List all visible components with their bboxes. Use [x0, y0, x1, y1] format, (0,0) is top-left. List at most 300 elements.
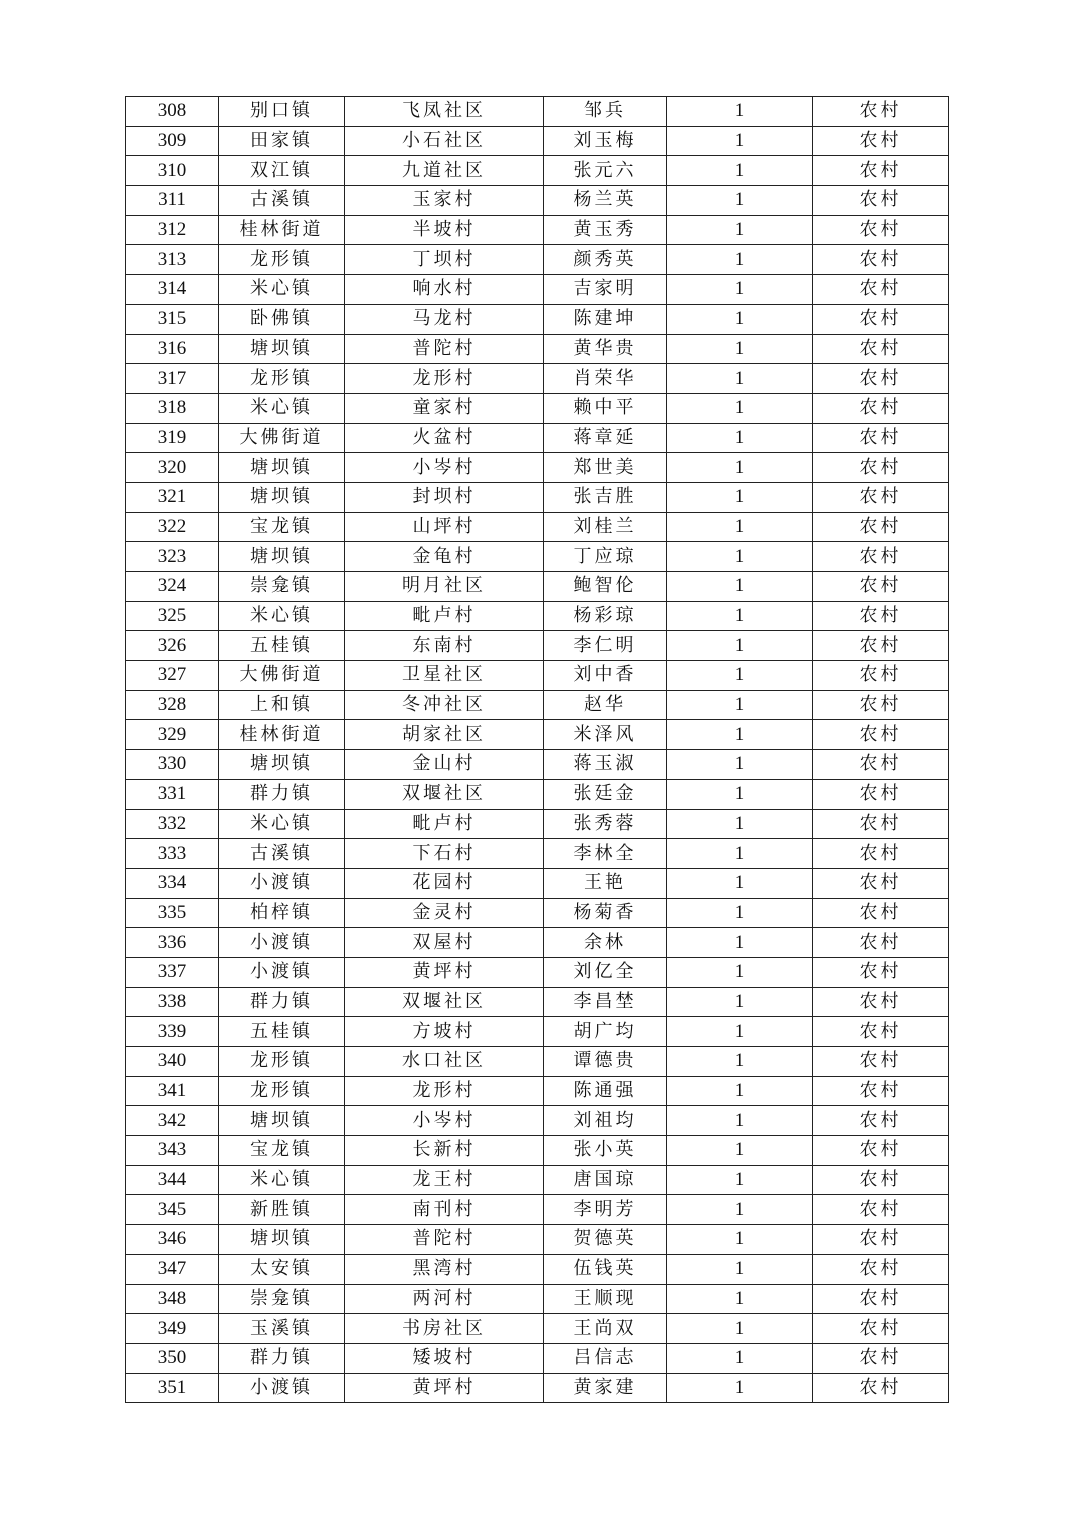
- village-cell: 双堰社区: [345, 987, 544, 1017]
- category-cell: 农村: [813, 928, 949, 958]
- name-cell: 刘玉梅: [544, 126, 667, 156]
- count-cell: 1: [667, 957, 813, 987]
- row-number-cell: 336: [126, 928, 219, 958]
- village-cell: 南刊村: [345, 1195, 544, 1225]
- table-row: [126, 275, 949, 305]
- row-number-cell: 313: [126, 245, 219, 275]
- name-cell: 邹兵: [544, 97, 667, 127]
- category-cell: 农村: [813, 1106, 949, 1136]
- town-cell: 上和镇: [219, 690, 345, 720]
- category-cell: 农村: [813, 423, 949, 453]
- row-number-cell: 347: [126, 1254, 219, 1284]
- town-cell: 群力镇: [219, 1343, 345, 1373]
- row-number-cell: 348: [126, 1284, 219, 1314]
- town-cell: 古溪镇: [219, 839, 345, 869]
- town-cell: 大佛街道: [219, 423, 345, 453]
- village-cell: 响水村: [345, 275, 544, 305]
- name-cell: 黄家建: [544, 1373, 667, 1403]
- category-cell: 农村: [813, 275, 949, 305]
- table-row: [126, 572, 949, 602]
- count-cell: 1: [667, 482, 813, 512]
- row-number-cell: 324: [126, 572, 219, 602]
- village-cell: 明月社区: [345, 572, 544, 602]
- town-cell: 宝龙镇: [219, 512, 345, 542]
- village-cell: 龙王村: [345, 1165, 544, 1195]
- town-cell: 柏梓镇: [219, 898, 345, 928]
- name-cell: 陈通强: [544, 1076, 667, 1106]
- count-cell: 1: [667, 126, 813, 156]
- table-row: [126, 779, 949, 809]
- table-row: [126, 898, 949, 928]
- name-cell: 张元六: [544, 156, 667, 186]
- name-cell: 谭德贵: [544, 1047, 667, 1077]
- table-row: [126, 245, 949, 275]
- table-row: [126, 1047, 949, 1077]
- village-cell: 童家村: [345, 393, 544, 423]
- row-number-cell: 340: [126, 1047, 219, 1077]
- category-cell: 农村: [813, 1284, 949, 1314]
- town-cell: 米心镇: [219, 275, 345, 305]
- row-number-cell: 350: [126, 1343, 219, 1373]
- count-cell: 1: [667, 1284, 813, 1314]
- row-number-cell: 320: [126, 453, 219, 483]
- name-cell: 胡广均: [544, 1017, 667, 1047]
- village-cell: 东南村: [345, 631, 544, 661]
- town-cell: 双江镇: [219, 156, 345, 186]
- row-number-cell: 330: [126, 750, 219, 780]
- table-row: [126, 1076, 949, 1106]
- roster-table-body: [126, 97, 949, 1403]
- row-number-cell: 326: [126, 631, 219, 661]
- table-row: [126, 1343, 949, 1373]
- category-cell: 农村: [813, 601, 949, 631]
- name-cell: 李林全: [544, 839, 667, 869]
- village-cell: 方坡村: [345, 1017, 544, 1047]
- name-cell: 王尚双: [544, 1314, 667, 1344]
- village-cell: 花园村: [345, 868, 544, 898]
- name-cell: 赵华: [544, 690, 667, 720]
- row-number-cell: 334: [126, 868, 219, 898]
- count-cell: 1: [667, 364, 813, 394]
- category-cell: 农村: [813, 661, 949, 691]
- table-row: [126, 720, 949, 750]
- village-cell: 冬冲社区: [345, 690, 544, 720]
- name-cell: 米泽风: [544, 720, 667, 750]
- table-row: [126, 839, 949, 869]
- table-row: [126, 809, 949, 839]
- row-number-cell: 315: [126, 304, 219, 334]
- row-number-cell: 323: [126, 542, 219, 572]
- count-cell: 1: [667, 720, 813, 750]
- town-cell: 五桂镇: [219, 631, 345, 661]
- category-cell: 农村: [813, 1343, 949, 1373]
- town-cell: 卧佛镇: [219, 304, 345, 334]
- village-cell: 双屋村: [345, 928, 544, 958]
- village-cell: 丁坝村: [345, 245, 544, 275]
- village-cell: 金龟村: [345, 542, 544, 572]
- count-cell: 1: [667, 898, 813, 928]
- row-number-cell: 341: [126, 1076, 219, 1106]
- count-cell: 1: [667, 186, 813, 216]
- table-row: [126, 542, 949, 572]
- town-cell: 五桂镇: [219, 1017, 345, 1047]
- name-cell: 李仁明: [544, 631, 667, 661]
- town-cell: 龙形镇: [219, 364, 345, 394]
- table-row: [126, 1136, 949, 1166]
- row-number-cell: 342: [126, 1106, 219, 1136]
- village-cell: 玉家村: [345, 186, 544, 216]
- count-cell: 1: [667, 215, 813, 245]
- count-cell: 1: [667, 750, 813, 780]
- village-cell: 黄坪村: [345, 1373, 544, 1403]
- table-row: [126, 928, 949, 958]
- village-cell: 两河村: [345, 1284, 544, 1314]
- category-cell: 农村: [813, 334, 949, 364]
- village-cell: 金灵村: [345, 898, 544, 928]
- name-cell: 蒋章延: [544, 423, 667, 453]
- table-row: [126, 690, 949, 720]
- category-cell: 农村: [813, 868, 949, 898]
- count-cell: 1: [667, 304, 813, 334]
- town-cell: 玉溪镇: [219, 1314, 345, 1344]
- name-cell: 张廷金: [544, 779, 667, 809]
- table-row: [126, 393, 949, 423]
- name-cell: 陈建坤: [544, 304, 667, 334]
- village-cell: 下石村: [345, 839, 544, 869]
- name-cell: 杨彩琼: [544, 601, 667, 631]
- town-cell: 小渡镇: [219, 957, 345, 987]
- name-cell: 蒋玉淑: [544, 750, 667, 780]
- category-cell: 农村: [813, 779, 949, 809]
- table-row: [126, 97, 949, 127]
- table-row: [126, 364, 949, 394]
- category-cell: 农村: [813, 898, 949, 928]
- count-cell: 1: [667, 1254, 813, 1284]
- row-number-cell: 309: [126, 126, 219, 156]
- village-cell: 小岑村: [345, 1106, 544, 1136]
- village-cell: 毗卢村: [345, 809, 544, 839]
- count-cell: 1: [667, 542, 813, 572]
- table-row: [126, 601, 949, 631]
- village-cell: 半坡村: [345, 215, 544, 245]
- name-cell: 贺德英: [544, 1225, 667, 1255]
- town-cell: 太安镇: [219, 1254, 345, 1284]
- name-cell: 王艳: [544, 868, 667, 898]
- count-cell: 1: [667, 661, 813, 691]
- village-cell: 长新村: [345, 1136, 544, 1166]
- row-number-cell: 343: [126, 1136, 219, 1166]
- category-cell: 农村: [813, 720, 949, 750]
- name-cell: 刘祖均: [544, 1106, 667, 1136]
- category-cell: 农村: [813, 1254, 949, 1284]
- town-cell: 小渡镇: [219, 868, 345, 898]
- town-cell: 小渡镇: [219, 928, 345, 958]
- village-cell: 普陀村: [345, 1225, 544, 1255]
- table-row: [126, 661, 949, 691]
- row-number-cell: 337: [126, 957, 219, 987]
- name-cell: 颜秀英: [544, 245, 667, 275]
- name-cell: 肖荣华: [544, 364, 667, 394]
- table-row: [126, 987, 949, 1017]
- category-cell: 农村: [813, 364, 949, 394]
- count-cell: 1: [667, 1136, 813, 1166]
- row-number-cell: 333: [126, 839, 219, 869]
- category-cell: 农村: [813, 1314, 949, 1344]
- town-cell: 宝龙镇: [219, 1136, 345, 1166]
- count-cell: 1: [667, 156, 813, 186]
- town-cell: 小渡镇: [219, 1373, 345, 1403]
- category-cell: 农村: [813, 1047, 949, 1077]
- name-cell: 余林: [544, 928, 667, 958]
- row-number-cell: 319: [126, 423, 219, 453]
- table-row: [126, 423, 949, 453]
- row-number-cell: 328: [126, 690, 219, 720]
- town-cell: 桂林街道: [219, 215, 345, 245]
- count-cell: 1: [667, 512, 813, 542]
- category-cell: 农村: [813, 156, 949, 186]
- category-cell: 农村: [813, 97, 949, 127]
- name-cell: 伍钱英: [544, 1254, 667, 1284]
- village-cell: 龙形村: [345, 364, 544, 394]
- town-cell: 别口镇: [219, 97, 345, 127]
- count-cell: 1: [667, 245, 813, 275]
- town-cell: 米心镇: [219, 601, 345, 631]
- village-cell: 山坪村: [345, 512, 544, 542]
- name-cell: 郑世美: [544, 453, 667, 483]
- town-cell: 群力镇: [219, 779, 345, 809]
- category-cell: 农村: [813, 126, 949, 156]
- village-cell: 小石社区: [345, 126, 544, 156]
- village-cell: 水口社区: [345, 1047, 544, 1077]
- town-cell: 龙形镇: [219, 1047, 345, 1077]
- count-cell: 1: [667, 690, 813, 720]
- count-cell: 1: [667, 423, 813, 453]
- count-cell: 1: [667, 1106, 813, 1136]
- category-cell: 农村: [813, 1195, 949, 1225]
- town-cell: 塘坝镇: [219, 482, 345, 512]
- row-number-cell: 332: [126, 809, 219, 839]
- count-cell: 1: [667, 393, 813, 423]
- category-cell: 农村: [813, 572, 949, 602]
- row-number-cell: 335: [126, 898, 219, 928]
- category-cell: 农村: [813, 1225, 949, 1255]
- town-cell: 塘坝镇: [219, 1225, 345, 1255]
- village-cell: 九道社区: [345, 156, 544, 186]
- name-cell: 李昌埜: [544, 987, 667, 1017]
- table-row: [126, 304, 949, 334]
- category-cell: 农村: [813, 542, 949, 572]
- category-cell: 农村: [813, 215, 949, 245]
- row-number-cell: 329: [126, 720, 219, 750]
- row-number-cell: 308: [126, 97, 219, 127]
- count-cell: 1: [667, 631, 813, 661]
- row-number-cell: 310: [126, 156, 219, 186]
- table-row: [126, 482, 949, 512]
- town-cell: 群力镇: [219, 987, 345, 1017]
- count-cell: 1: [667, 1195, 813, 1225]
- roster-table: [125, 96, 949, 1403]
- row-number-cell: 327: [126, 661, 219, 691]
- table-row: [126, 1254, 949, 1284]
- table-row: [126, 453, 949, 483]
- row-number-cell: 322: [126, 512, 219, 542]
- count-cell: 1: [667, 987, 813, 1017]
- village-cell: 双堰社区: [345, 779, 544, 809]
- name-cell: 张小英: [544, 1136, 667, 1166]
- town-cell: 米心镇: [219, 809, 345, 839]
- count-cell: 1: [667, 453, 813, 483]
- table-row: [126, 156, 949, 186]
- village-cell: 胡家社区: [345, 720, 544, 750]
- town-cell: 桂林街道: [219, 720, 345, 750]
- table-row: [126, 1165, 949, 1195]
- row-number-cell: 349: [126, 1314, 219, 1344]
- village-cell: 火盆村: [345, 423, 544, 453]
- row-number-cell: 318: [126, 393, 219, 423]
- name-cell: 杨兰英: [544, 186, 667, 216]
- table-row: [126, 1314, 949, 1344]
- category-cell: 农村: [813, 987, 949, 1017]
- row-number-cell: 316: [126, 334, 219, 364]
- count-cell: 1: [667, 1047, 813, 1077]
- count-cell: 1: [667, 1373, 813, 1403]
- table-row: [126, 215, 949, 245]
- category-cell: 农村: [813, 839, 949, 869]
- name-cell: 杨菊香: [544, 898, 667, 928]
- count-cell: 1: [667, 1017, 813, 1047]
- name-cell: 张秀蓉: [544, 809, 667, 839]
- town-cell: 塘坝镇: [219, 334, 345, 364]
- table-row: [126, 1284, 949, 1314]
- name-cell: 唐国琼: [544, 1165, 667, 1195]
- town-cell: 龙形镇: [219, 1076, 345, 1106]
- count-cell: 1: [667, 275, 813, 305]
- town-cell: 塘坝镇: [219, 542, 345, 572]
- name-cell: 吉家明: [544, 275, 667, 305]
- village-cell: 金山村: [345, 750, 544, 780]
- table-row: [126, 334, 949, 364]
- village-cell: 龙形村: [345, 1076, 544, 1106]
- row-number-cell: 345: [126, 1195, 219, 1225]
- name-cell: 刘桂兰: [544, 512, 667, 542]
- table-row: [126, 1373, 949, 1403]
- town-cell: 新胜镇: [219, 1195, 345, 1225]
- row-number-cell: 344: [126, 1165, 219, 1195]
- name-cell: 黄玉秀: [544, 215, 667, 245]
- row-number-cell: 351: [126, 1373, 219, 1403]
- table-row: [126, 1225, 949, 1255]
- category-cell: 农村: [813, 1017, 949, 1047]
- row-number-cell: 312: [126, 215, 219, 245]
- row-number-cell: 317: [126, 364, 219, 394]
- name-cell: 李明芳: [544, 1195, 667, 1225]
- table-row: [126, 1017, 949, 1047]
- row-number-cell: 339: [126, 1017, 219, 1047]
- village-cell: 封坝村: [345, 482, 544, 512]
- name-cell: 黄华贵: [544, 334, 667, 364]
- town-cell: 崇龛镇: [219, 1284, 345, 1314]
- town-cell: 大佛街道: [219, 661, 345, 691]
- count-cell: 1: [667, 868, 813, 898]
- village-cell: 马龙村: [345, 304, 544, 334]
- name-cell: 刘亿全: [544, 957, 667, 987]
- name-cell: 吕信志: [544, 1343, 667, 1373]
- name-cell: 鲍智伦: [544, 572, 667, 602]
- town-cell: 古溪镇: [219, 186, 345, 216]
- village-cell: 卫星社区: [345, 661, 544, 691]
- category-cell: 农村: [813, 304, 949, 334]
- count-cell: 1: [667, 839, 813, 869]
- category-cell: 农村: [813, 957, 949, 987]
- row-number-cell: 325: [126, 601, 219, 631]
- name-cell: 刘中香: [544, 661, 667, 691]
- table-row: [126, 957, 949, 987]
- category-cell: 农村: [813, 631, 949, 661]
- table-row: [126, 1195, 949, 1225]
- row-number-cell: 311: [126, 186, 219, 216]
- count-cell: 1: [667, 809, 813, 839]
- table-row: [126, 512, 949, 542]
- count-cell: 1: [667, 572, 813, 602]
- village-cell: 普陀村: [345, 334, 544, 364]
- category-cell: 农村: [813, 1165, 949, 1195]
- village-cell: 小岑村: [345, 453, 544, 483]
- row-number-cell: 321: [126, 482, 219, 512]
- count-cell: 1: [667, 1343, 813, 1373]
- town-cell: 塘坝镇: [219, 453, 345, 483]
- table-row: [126, 750, 949, 780]
- category-cell: 农村: [813, 809, 949, 839]
- town-cell: 米心镇: [219, 393, 345, 423]
- category-cell: 农村: [813, 1076, 949, 1106]
- category-cell: 农村: [813, 690, 949, 720]
- name-cell: 王顺现: [544, 1284, 667, 1314]
- category-cell: 农村: [813, 1373, 949, 1403]
- count-cell: 1: [667, 779, 813, 809]
- row-number-cell: 331: [126, 779, 219, 809]
- count-cell: 1: [667, 1165, 813, 1195]
- village-cell: 书房社区: [345, 1314, 544, 1344]
- count-cell: 1: [667, 1314, 813, 1344]
- category-cell: 农村: [813, 186, 949, 216]
- town-cell: 塘坝镇: [219, 1106, 345, 1136]
- village-cell: 毗卢村: [345, 601, 544, 631]
- row-number-cell: 346: [126, 1225, 219, 1255]
- town-cell: 崇龛镇: [219, 572, 345, 602]
- village-cell: 矮坡村: [345, 1343, 544, 1373]
- count-cell: 1: [667, 1225, 813, 1255]
- table-row: [126, 126, 949, 156]
- town-cell: 塘坝镇: [219, 750, 345, 780]
- count-cell: 1: [667, 334, 813, 364]
- count-cell: 1: [667, 928, 813, 958]
- count-cell: 1: [667, 97, 813, 127]
- town-cell: 田家镇: [219, 126, 345, 156]
- name-cell: 赖中平: [544, 393, 667, 423]
- category-cell: 农村: [813, 393, 949, 423]
- name-cell: 张吉胜: [544, 482, 667, 512]
- category-cell: 农村: [813, 750, 949, 780]
- table-row: [126, 1106, 949, 1136]
- village-cell: 飞凤社区: [345, 97, 544, 127]
- category-cell: 农村: [813, 453, 949, 483]
- village-cell: 黄坪村: [345, 957, 544, 987]
- town-cell: 米心镇: [219, 1165, 345, 1195]
- category-cell: 农村: [813, 512, 949, 542]
- town-cell: 龙形镇: [219, 245, 345, 275]
- category-cell: 农村: [813, 482, 949, 512]
- count-cell: 1: [667, 1076, 813, 1106]
